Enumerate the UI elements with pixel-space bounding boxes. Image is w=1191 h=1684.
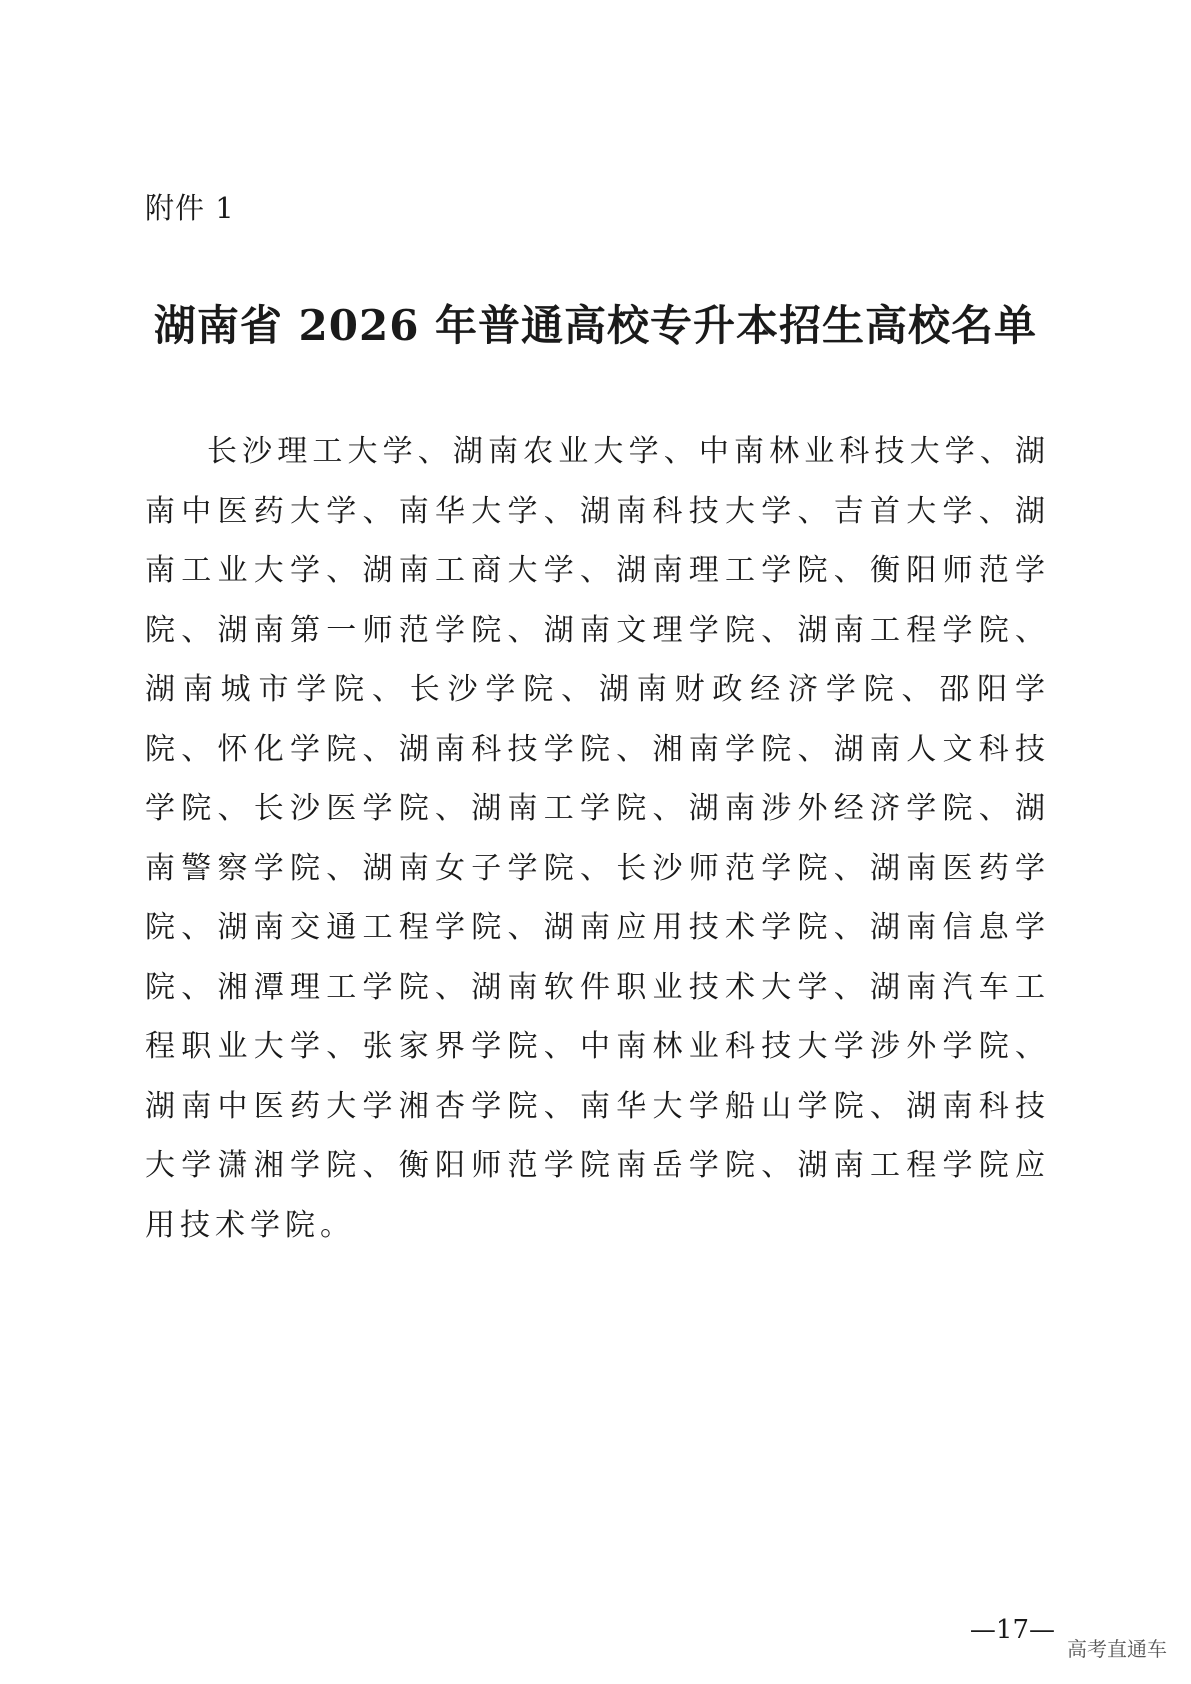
attachment-label: 附件 1 [145,191,235,225]
document-title: 湖南省 2026 年普通高校专升本招生高校名单 [153,301,1038,350]
university-list-paragraph: 长沙理工大学、湖南农业大学、中南林业科技大学、湖南中医药大学、南华大学、湖南科技大学、吉首大学、湖南工业大学、湖南工商大学、湖南理工学院、衡阳师范学院、湖南第一师范学院、湖南文理学院、湖南工程学院、湖南城市学院、长沙学院、湖南财政经济学院、邵阳学院、怀化学院、湖南科技学院、湘南学院、湖南人文科技学院、长沙医学院、湖南工学院、湖南涉外经济学院、湖南警察学院、湖南女子学院、长沙师范学院、湖南医药学院、湖南交通工程学院、湖南应用技术学院、湖南信息学院、湘潭理工学院、湖南软件职业技术大学、湖南汽车工程职业大学、张家界学院、中南林业科技大学涉外学院、湖南中医药大学湘杏学院、南华大学船山学院、湖南科技大学潇湘学院、衡阳师范学院南岳学院、湖南工程学院应用技术学院。 [145,434,1050,1243]
page-number: —17— [969,1615,1055,1645]
watermark-text: 高考直通车 [1067,1637,1167,1661]
